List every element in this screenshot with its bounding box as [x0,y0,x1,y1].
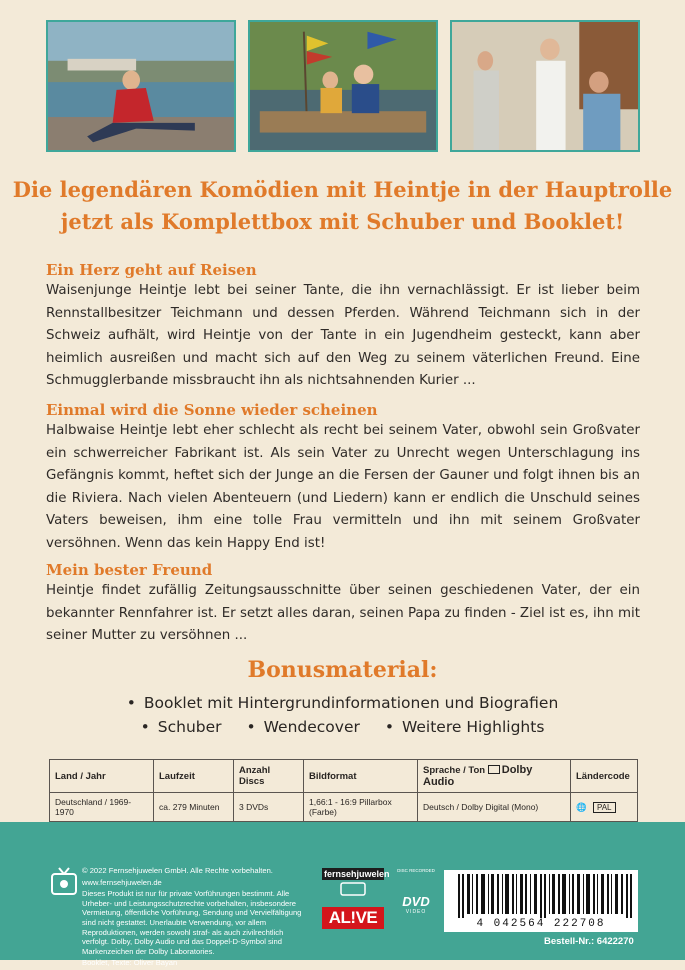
specs-table [49,759,638,822]
still-raft [248,20,438,152]
dolby-icon [488,765,500,774]
film-title: Ein Herz geht auf Reisen [46,261,257,279]
specs-value: 1,66:1 - 16:9 Pillarbox (Farbe) [304,793,418,822]
film-section [46,260,640,393]
order-number: Bestell-Nr.: 6422270 [544,936,634,947]
bonus-title: Bonusmaterial: [247,657,438,683]
barcode [444,870,638,932]
bonus-item: • Schuber [141,718,222,736]
barcode-bars [458,874,632,918]
specs-header: Bildformat [304,760,418,793]
bonus-list-row-1 [0,694,685,712]
specs-value: Deutsch / Dolby Digital (Mono) [418,793,571,822]
legal-text [82,866,312,970]
still-office [450,20,640,152]
copyright: © 2022 Fernsehjuwelen GmbH. Alle Rechte vorbehalten. [82,866,273,875]
dvd-logo [394,868,438,915]
specs-value: ca. 279 Minuten [154,793,234,822]
footer [0,822,685,968]
specs-header: Anzahl Discs [234,760,304,793]
website-link[interactable]: www.fernsehjuwelen.de [82,877,162,887]
specs-header: Land / Jahr [50,760,154,793]
specs-header: Laufzeit [154,760,234,793]
film-section [46,400,640,555]
film-synopsis: Waisenjunge Heintje lebt bei seiner Tante, die ihn vernachlässigt. Er ist lieber beim Rennstallbesitzer Teichmann und dessen Pferden. Während Teichmann sich in der Schweiz aufhält, wird Heintje von der Tante in ein Jugendheim gesteckt, kann aber heimlich ausreißen und macht sich auf den Weg zu seinem väterlichen Freund. Eine Schmugglerbande missbraucht ihn als nichtsahnenden Kurier ... [46,283,640,388]
headline [0,174,685,238]
dvd-video-label: VIDEO [405,909,427,915]
specs-value: Deutschland / 1969-1970 [50,793,154,822]
specs-value-region [571,793,638,822]
tv-logo-icon [338,880,368,896]
film-title: Einmal wird die Sonne wieder scheinen [46,401,378,419]
bonus-item: • Weitere Highlights [385,718,545,736]
film-synopsis: Heintje findet zufällig Zeitungsausschnitte über seinen geschiedenen Vater, der ein bekannter Rennfahrer ist. Er setzt alles daran, seinen Papa zu finden - Ziel ist es, ihn mit seiner Mutter zu versöhnen ... [46,583,640,643]
globe-icon: 🌐 [576,801,587,812]
dvd-wordmark: DVD [402,894,430,909]
still-lake-boy [46,20,236,152]
headline-line-1: Die legendären Komödien mit Heintje in der Hauptrolle [12,177,673,202]
alive-logo: AL!VE [322,907,384,929]
specs-value-row [50,793,638,822]
specs-header-audio [418,760,571,793]
film-synopsis: Halbwaise Heintje lebt eher schlecht als recht bei seinem Vater, obwohl sein Großvater ein schwerreicher Fabrikant ist. Als sein Vater zu Unrecht wegen Unterschlagung ins Gefängnis kommt, heftet sich der Junge an die Fersen der Gauner und folgt ihnen bis an die Riviera. Nach vielen Abenteuern (und Liedern) kann er endlich die Unschuld seines Vaters beweisen, ihm eine tolle Frau vermitteln und ihn mit seinem Großvater versöhnen. Wenn das kein Happy End ist! [46,423,640,551]
brand-name: fernsehjuwelen [324,869,390,879]
specs-value: 3 DVDs [234,793,304,822]
bonus-item: • Wendecover [246,718,359,736]
specs-header-row [50,760,638,793]
bonus-item: • Booklet mit Hintergrundinformationen und Biografien [127,694,559,712]
dolby-label: Dolby Audio [423,764,533,788]
dvd-note: DISC RECORDED [397,868,435,873]
headline-line-2: jetzt als Komplettbox mit Schuber und Booklet! [60,209,625,234]
film-stills [46,20,640,152]
booklet-credit: Booklet, Texte: Oliver Bayan [82,958,178,968]
bonus-list-row-2 [0,718,685,736]
film-title: Mein bester Freund [46,561,213,579]
pal-badge: PAL [593,802,616,813]
specs-header: Sprache / Ton [423,765,486,776]
specs-header: Ländercode [571,760,638,793]
ean-number: 4 042564 222708 [476,918,606,930]
legal-notice: Dieses Produkt ist nur für private Vorführungen bestimmt. Alle Urheber- und Leistungsschutzrechte vorbehalten, insbesondere Vermietung, öffentliche Vorführung, Sendung und Vervielfältigung sind nicht gestattet. Unerlaubte Verwendung, vor allem Reproduktionen, werden sowohl straf- als auch zivilrechtlich verfolgt. Dolby, Dolby Audio und das Doppel-D-Symbol sind Markenzeichen der Dolby Laboratories. [82,889,302,956]
brand-logo [322,868,390,929]
tv-icon [50,866,78,898]
film-section [46,560,640,648]
